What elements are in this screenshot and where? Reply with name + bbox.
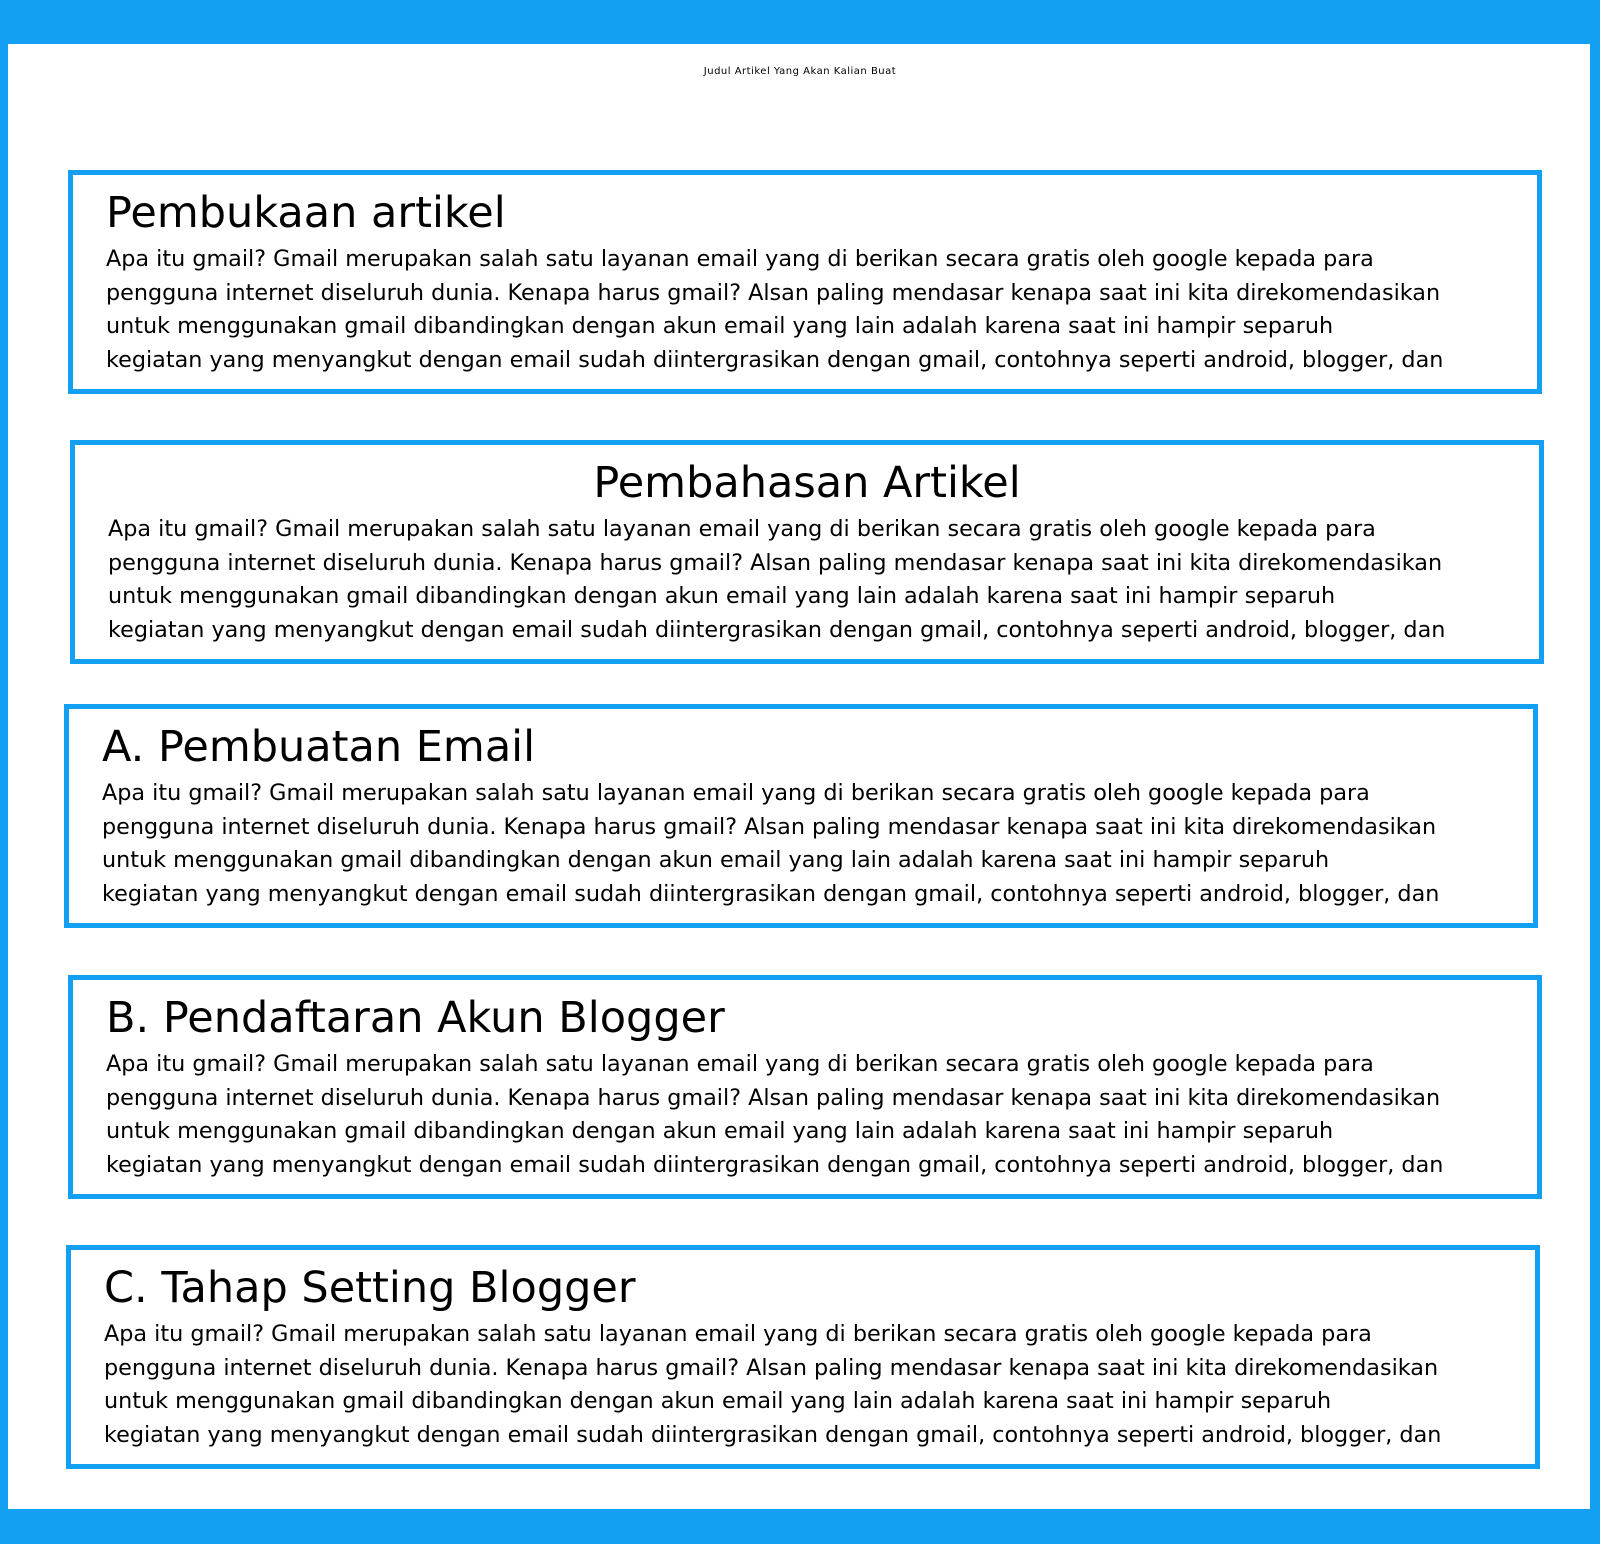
section-pembuatan-email bbox=[64, 704, 1538, 928]
section-heading: B. Pendaftaran Akun Blogger bbox=[106, 993, 725, 1043]
body-line: kegiatan yang menyangkut dengan email sudah diintergrasikan dengan gmail, contohnya seperti android, blogger, dan bbox=[108, 616, 1446, 643]
body-line: untuk menggunakan gmail dibandingkan dengan akun email yang lain adalah karena saat ini hampir separuh bbox=[106, 313, 1334, 339]
body-line: untuk menggunakan gmail dibandingkan dengan akun email yang lain adalah karena saat ini hampir separuh bbox=[106, 1118, 1334, 1144]
section-heading: Pembukaan artikel bbox=[106, 188, 506, 238]
section-heading: Pembahasan Artikel bbox=[593, 458, 1021, 508]
body-line: Apa itu gmail? Gmail merupakan salah satu layanan email yang di berikan secara gratis oleh google kepada para bbox=[104, 1321, 1372, 1347]
section-heading: A. Pembuatan Email bbox=[102, 722, 536, 772]
body-line: untuk menggunakan gmail dibandingkan dengan akun email yang lain adalah karena saat ini hampir separuh bbox=[102, 847, 1330, 873]
body-line: Apa itu gmail? Gmail merupakan salah satu layanan email yang di berikan secara gratis oleh google kepada para bbox=[106, 246, 1374, 272]
body-line: pengguna internet diseluruh dunia. Kenapa harus gmail? Alsan paling mendasar kenapa saat ini kita direkomendasikan bbox=[108, 549, 1443, 576]
body-line: untuk menggunakan gmail dibandingkan dengan akun email yang lain adalah karena saat ini hampir separuh bbox=[108, 583, 1336, 609]
body-line: Apa itu gmail? Gmail merupakan salah satu layanan email yang di berikan secara gratis oleh google kepada para bbox=[106, 1051, 1374, 1077]
body-line: pengguna internet diseluruh dunia. Kenapa harus gmail? Alsan paling mendasar kenapa saat ini kita direkomendasikan bbox=[102, 813, 1437, 840]
section-body bbox=[106, 243, 1526, 377]
section-setting-blogger bbox=[66, 1245, 1540, 1469]
body-line: kegiatan yang menyangkut dengan email sudah diintergrasikan dengan gmail, contohnya seperti android, blogger, dan bbox=[106, 1151, 1444, 1178]
section-body bbox=[104, 1318, 1524, 1452]
body-line: pengguna internet diseluruh dunia. Kenapa harus gmail? Alsan paling mendasar kenapa saat ini kita direkomendasikan bbox=[104, 1354, 1439, 1381]
section-pembukaan bbox=[68, 170, 1542, 394]
section-body bbox=[108, 513, 1528, 647]
section-body bbox=[106, 1048, 1526, 1182]
body-line: kegiatan yang menyangkut dengan email sudah diintergrasikan dengan gmail, contohnya seperti android, blogger, dan bbox=[102, 880, 1440, 907]
section-pembahasan bbox=[70, 440, 1544, 664]
body-line: pengguna internet diseluruh dunia. Kenapa harus gmail? Alsan paling mendasar kenapa saat ini kita direkomendasikan bbox=[106, 279, 1441, 306]
body-line: kegiatan yang menyangkut dengan email sudah diintergrasikan dengan gmail, contohnya seperti android, blogger, dan bbox=[106, 346, 1444, 373]
body-line: kegiatan yang menyangkut dengan email sudah diintergrasikan dengan gmail, contohnya seperti android, blogger, dan bbox=[104, 1421, 1442, 1448]
section-pendaftaran-blogger bbox=[68, 975, 1542, 1199]
section-heading: C. Tahap Setting Blogger bbox=[104, 1263, 636, 1313]
section-body bbox=[102, 777, 1522, 911]
page-title: Judul Artikel Yang Akan Kalian Buat bbox=[703, 66, 897, 77]
body-line: untuk menggunakan gmail dibandingkan dengan akun email yang lain adalah karena saat ini hampir separuh bbox=[104, 1388, 1332, 1414]
body-line: Apa itu gmail? Gmail merupakan salah satu layanan email yang di berikan secara gratis oleh google kepada para bbox=[102, 780, 1370, 806]
body-line: pengguna internet diseluruh dunia. Kenapa harus gmail? Alsan paling mendasar kenapa saat ini kita direkomendasikan bbox=[106, 1084, 1441, 1111]
body-line: Apa itu gmail? Gmail merupakan salah satu layanan email yang di berikan secara gratis oleh google kepada para bbox=[108, 516, 1376, 542]
